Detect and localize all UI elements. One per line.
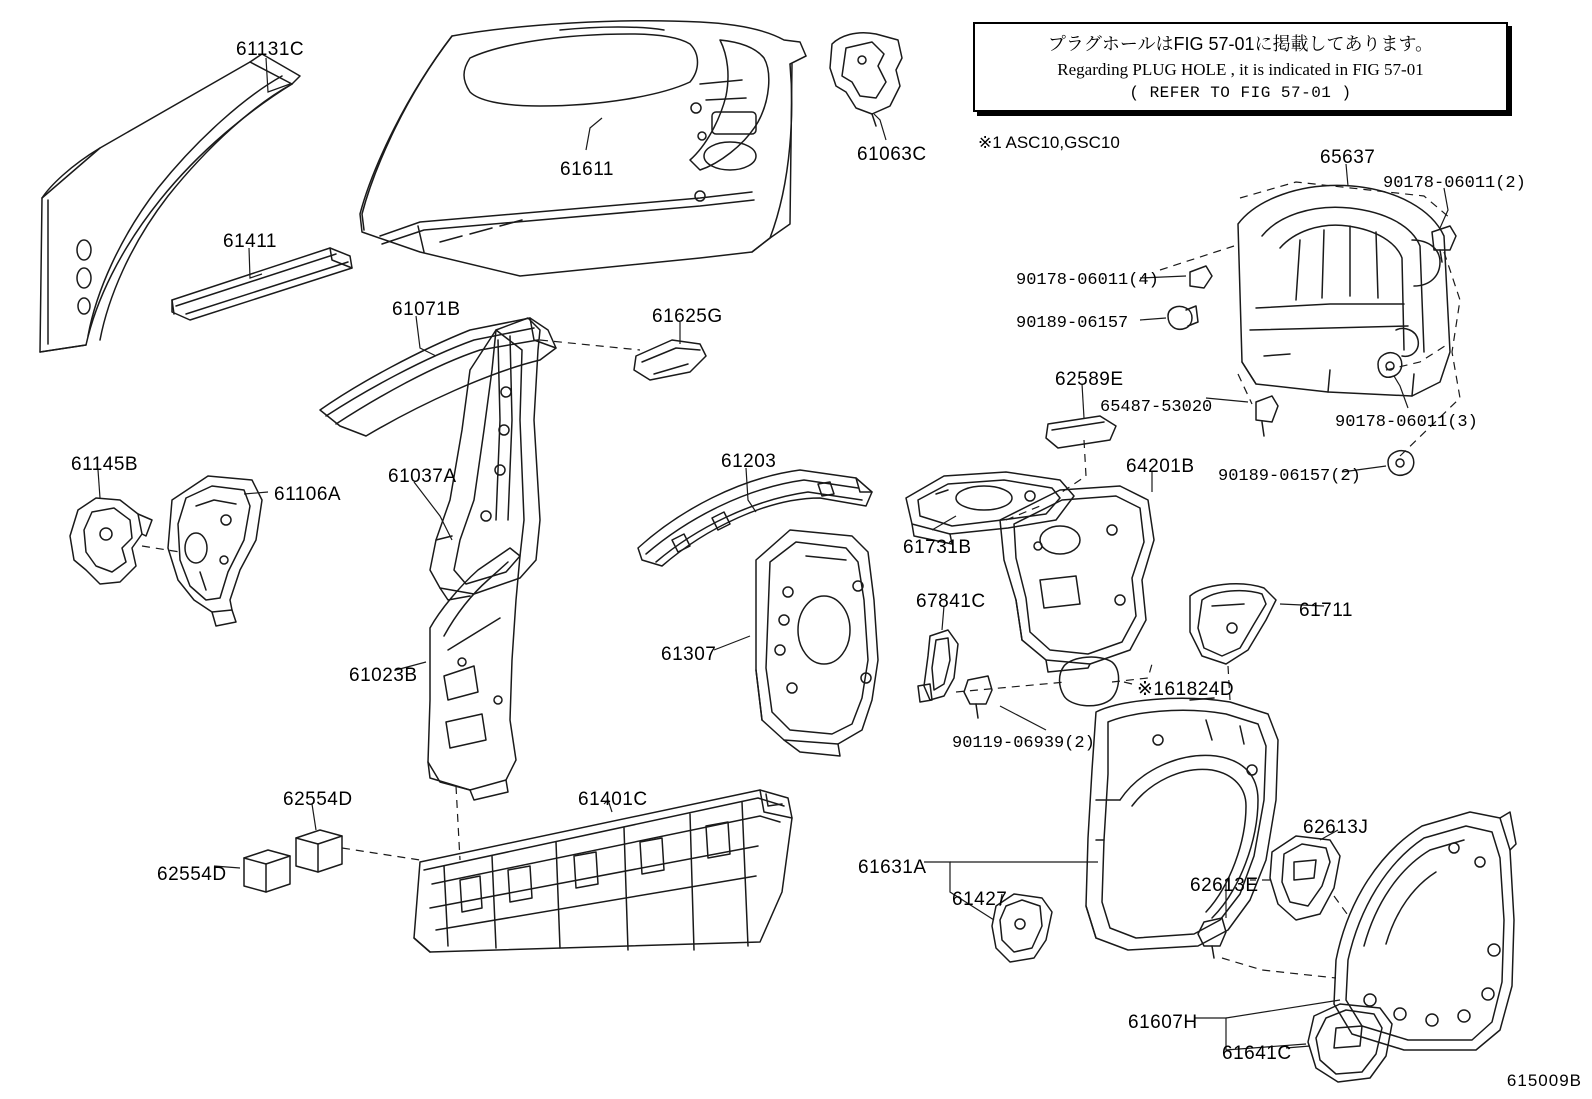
part-61607h-outline [1334, 812, 1516, 1050]
part-callout-90178-06011-4[interactable]: 90178-06011(4) [1016, 271, 1159, 290]
fastener-90189-06157-2 [1388, 451, 1414, 476]
part-callout-61427[interactable]: 61427 [952, 889, 1008, 910]
part-61145b-outline [70, 498, 152, 584]
part-61307-outline [756, 530, 878, 756]
part-callout-61711[interactable]: 61711 [1299, 600, 1353, 621]
part-callout-64201b[interactable]: 64201B [1126, 456, 1195, 477]
part-61824d-outline [1060, 657, 1119, 706]
part-callout-61401c[interactable]: 61401C [578, 789, 648, 810]
note-line-ref: ( REFER TO FIG 57-01 ) [1129, 84, 1352, 102]
part-callout-62613j[interactable]: 62613J [1303, 817, 1369, 838]
part-62613j-outline [1270, 836, 1340, 920]
part-callout-67841c[interactable]: 67841C [916, 591, 986, 612]
part-61203-outline [638, 470, 872, 566]
part-62589e-outline [1046, 416, 1116, 448]
part-61131c-outline [40, 54, 300, 352]
part-64201b-outline [1000, 486, 1154, 672]
part-62554d-outline [244, 830, 342, 892]
part-callout-61641c[interactable]: 61641C [1222, 1043, 1292, 1064]
part-callout-62554d-left[interactable]: 62554D [157, 864, 227, 885]
fastener-90119-06939-2 [964, 676, 992, 718]
fastener-90178-06011-2 [1432, 226, 1456, 262]
part-callout-62554d-top[interactable]: 62554D [283, 789, 353, 810]
part-callout-61203[interactable]: 61203 [721, 451, 777, 472]
part-callout-61625g[interactable]: 61625G [652, 306, 723, 327]
part-61641c-outline [1308, 1004, 1392, 1082]
part-callout-61131c[interactable]: 61131C [236, 39, 305, 60]
part-callout-61023b[interactable]: 61023B [349, 665, 418, 686]
part-callout-90178-06011-3[interactable]: 90178-06011(3) [1335, 413, 1478, 432]
part-61401c-outline [414, 790, 792, 952]
part-callout-61037a[interactable]: 61037A [388, 466, 457, 487]
note-line-en: Regarding PLUG HOLE , it is indicated in FIG 57-01 [1057, 60, 1424, 79]
footnote-asc10-gsc10: ※1 ASC10,GSC10 [978, 133, 1120, 152]
part-callout-61611[interactable]: 61611 [560, 159, 614, 180]
part-callout-62613e[interactable]: 62613E [1190, 875, 1259, 896]
fastener-62613e [1198, 918, 1226, 958]
part-callout-61411[interactable]: 61411 [223, 231, 277, 252]
part-callout-90189-06157[interactable]: 90189-06157 [1016, 314, 1129, 333]
part-61071b-outline [320, 318, 556, 436]
part-callout-90189-06157-2[interactable]: 90189-06157(2) [1218, 467, 1361, 486]
figure-code: 615009B [1506, 1071, 1582, 1090]
part-callout-61063c[interactable]: 61063C [857, 144, 927, 165]
part-callout-61145b[interactable]: 61145B [71, 454, 139, 475]
part-61625g-outline [634, 340, 706, 380]
fastener-90178-06011-4 [1190, 266, 1212, 288]
part-callout-61607h[interactable]: 61607H [1128, 1012, 1198, 1033]
part-61411-outline [172, 248, 352, 320]
part-callout-62589e[interactable]: 62589E [1055, 369, 1124, 390]
fastener-65487-53020 [1256, 396, 1278, 436]
part-61631a-outline [1086, 698, 1278, 950]
note-line-jp: プラグホールはFIG 57-01に掲載してあります。 [1047, 34, 1434, 54]
part-callout-90119-06939-2[interactable]: 90119-06939(2) [952, 734, 1095, 753]
plug-hole-note-box [973, 22, 1508, 112]
part-61106a-outline [168, 476, 262, 626]
part-callout-90178-06011-2[interactable]: 90178-06011(2) [1383, 174, 1526, 193]
part-callout-61307[interactable]: 61307 [661, 644, 717, 665]
part-61023b-outline [428, 548, 520, 800]
part-callout-61106a[interactable]: 61106A [274, 484, 342, 505]
part-61711-outline [1190, 584, 1276, 664]
part-callout-61071b[interactable]: 61071B [392, 299, 461, 320]
fastener-90189-06157 [1168, 306, 1198, 329]
part-67841c-outline [918, 630, 992, 718]
part-callout-65637[interactable]: 65637 [1320, 147, 1376, 168]
part-61037a-outline [430, 318, 540, 600]
part-callout-65487-53020[interactable]: 65487-53020 [1100, 398, 1213, 417]
fastener-90178-06011-3 [1378, 353, 1402, 378]
part-61731b-outline [906, 472, 1074, 544]
part-61063c-outline [830, 33, 902, 126]
part-callout-61631a[interactable]: 61631A [858, 857, 927, 878]
part-61611-outline [360, 21, 806, 276]
part-callout-161824d[interactable]: ※161824D [1137, 679, 1235, 700]
part-callout-61731b[interactable]: 61731B [903, 537, 972, 558]
